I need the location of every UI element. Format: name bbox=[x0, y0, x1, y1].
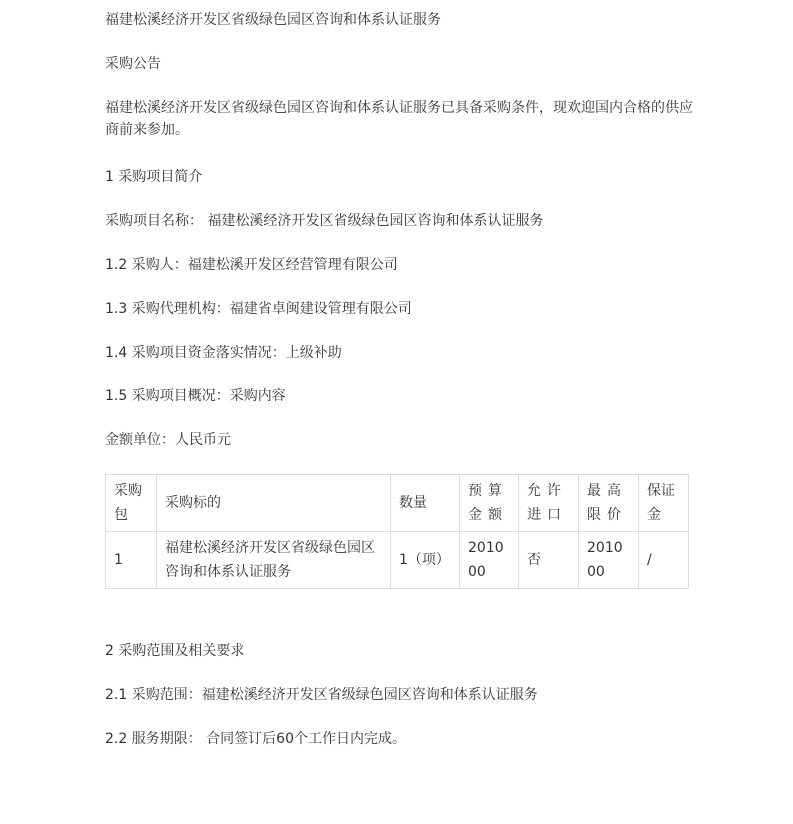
project-name: 采购项目名称： 福建松溪经济开发区省级绿色园区咨询和体系认证服务 bbox=[105, 213, 544, 229]
project-overview: 1.5 采购项目概况：采购内容 bbox=[105, 388, 286, 404]
notice-heading: 采购公告 bbox=[105, 56, 161, 72]
cell-import-allowed: 否 bbox=[519, 532, 579, 589]
section2-heading: 2 采购范围及相关要求 bbox=[105, 643, 245, 659]
procurement-table bbox=[105, 474, 689, 589]
header-max-price: 最高限价 bbox=[579, 475, 639, 532]
purchaser: 1.2 采购人：福建松溪开发区经营管理有限公司 bbox=[105, 257, 398, 273]
cell-deposit: / bbox=[639, 532, 689, 589]
table-row bbox=[106, 532, 689, 589]
table-header-row bbox=[106, 475, 689, 532]
currency-unit: 金额单位：人民币元 bbox=[105, 432, 231, 448]
cell-quantity: 1（项） bbox=[391, 532, 460, 589]
header-package: 采购包 bbox=[106, 475, 157, 532]
header-budget: 预算金额 bbox=[460, 475, 519, 532]
cell-max-price: 201000 bbox=[579, 532, 639, 589]
document-title: 福建松溪经济开发区省级绿色园区咨询和体系认证服务 bbox=[105, 12, 441, 28]
procurement-agency: 1.3 采购代理机构：福建省卓闽建设管理有限公司 bbox=[105, 301, 412, 317]
cell-budget: 201000 bbox=[460, 532, 519, 589]
header-quantity: 数量 bbox=[391, 475, 460, 532]
section1-heading: 1 采购项目简介 bbox=[105, 169, 203, 185]
cell-package: 1 bbox=[106, 532, 157, 589]
header-subject: 采购标的 bbox=[157, 475, 391, 532]
cell-subject: 福建松溪经济开发区省级绿色园区咨询和体系认证服务 bbox=[157, 532, 391, 589]
intro-paragraph: 福建松溪经济开发区省级绿色园区咨询和体系认证服务已具备采购条件，现欢迎国内合格的供应商前来参加。 bbox=[105, 100, 693, 138]
header-deposit: 保证金 bbox=[639, 475, 689, 532]
header-import-allowed: 允许进口 bbox=[519, 475, 579, 532]
funding-status: 1.4 采购项目资金落实情况：上级补助 bbox=[105, 345, 342, 361]
procurement-scope: 2.1 采购范围：福建松溪经济开发区省级绿色园区咨询和体系认证服务 bbox=[105, 687, 538, 703]
service-period: 2.2 服务期限： 合同签订后60个工作日内完成。 bbox=[105, 731, 406, 747]
